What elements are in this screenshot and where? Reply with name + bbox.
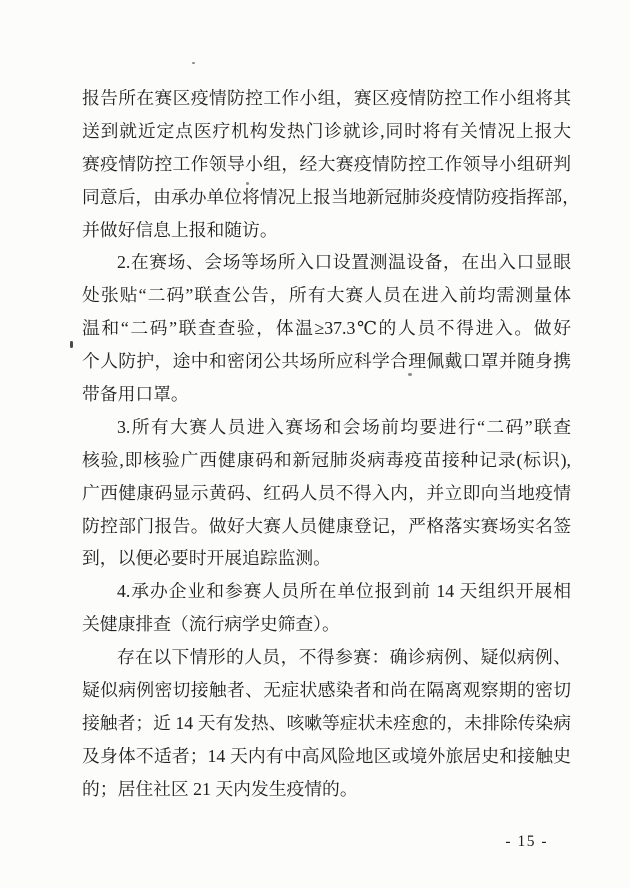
text-line: 广西健康码显示黄码、红码人员不得入内，并立即向当地疫情 xyxy=(82,482,571,503)
text-line: 及身体不适者；14 天内有中高风险地区或境外旅居史和接触史 xyxy=(82,745,571,766)
scan-artifact xyxy=(408,373,412,376)
text-line: 到，以便必要时开展追踪监测。 xyxy=(82,548,331,569)
scan-artifact xyxy=(192,62,195,64)
text-line: 4.承办企业和参赛人员所在单位报到前 14 天组织开展相 xyxy=(117,581,571,602)
page-number: - 15 - xyxy=(505,833,548,850)
text-line: 3.所有大赛人员进入赛场和会场前均要进行“二码”联查 xyxy=(117,416,571,437)
text-line: 并做好信息上报和随访。 xyxy=(82,219,278,240)
text-line: 报告所在赛区疫情防控工作小组，赛区疫情防控工作小组将其 xyxy=(82,88,571,108)
body-text xyxy=(82,82,580,806)
text-line: 核验,即核验广西健康码和新冠肺炎病毒疫苗接种记录(标识), xyxy=(82,449,571,470)
text-line: 送到就近定点医疗机构发热门诊就诊,同时将有关情况上报大 xyxy=(82,120,571,141)
text-line: 存在以下情形的人员，不得参赛：确诊病例、疑似病例、 xyxy=(117,647,571,668)
text-line: 温和“二码”联查查验，体温≥37.3℃的人员不得进入。做好 xyxy=(82,318,571,339)
text-line: 防控部门报告。做好大赛人员健康登记，严格落实赛场实名签 xyxy=(82,515,571,536)
text-line: 同意后，由承办单位将情况上报当地新冠肺炎疫情防疫指挥部， xyxy=(82,186,580,207)
text-line: 带备用口罩。 xyxy=(82,384,189,405)
text-line: 赛疫情防控工作领导小组，经大赛疫情防控工作领导小组研判 xyxy=(82,153,571,174)
text-line: 关健康排查（流行病学史筛查）。 xyxy=(82,614,340,635)
text-line: 处张贴“二码”联查公告，所有大赛人员在进入前均需测量体 xyxy=(82,285,571,306)
text-line: 2.在赛场、会场等场所入口设置测温设备，在出入口显眼 xyxy=(117,252,571,273)
text-line: 个人防护，途中和密闭公共场所应科学合理佩戴口罩并随身携 xyxy=(82,351,571,372)
scan-artifact xyxy=(70,341,73,348)
text-line: 疑似病例密切接触者、无症状感染者和尚在隔离观察期的密切 xyxy=(82,680,571,701)
text-line: 的；居住社区 21 天内发生疫情的。 xyxy=(82,778,358,799)
scan-artifact xyxy=(246,182,249,185)
text-line: 接触者；近 14 天有发热、咳嗽等症状未痊愈的，未排除传染病 xyxy=(82,712,571,733)
